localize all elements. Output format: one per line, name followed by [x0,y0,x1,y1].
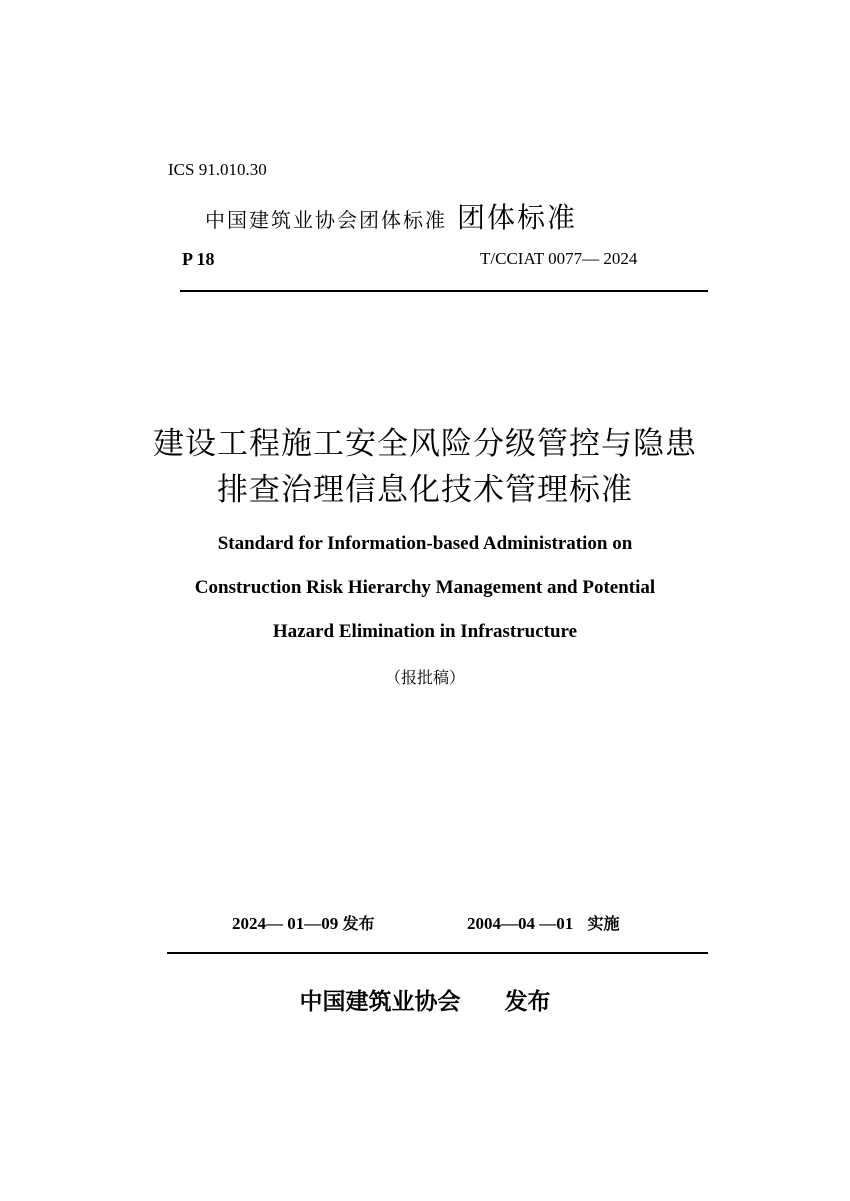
standard-type: 团体标准 [457,201,578,234]
implement-date: 2004—04 —01 [467,914,574,933]
title-en-line-1: Standard for Information-based Administration on [217,533,633,554]
org-header [205,196,577,236]
title-cn-line-2: 排查治理信息化技术管理标准 [217,472,633,508]
classification-code: P 18 [182,249,215,269]
title-en-line-3: Hazard Elimination in Infrastructure [272,621,578,642]
top-divider [180,290,708,292]
publish-label: 发布 [342,914,375,933]
title-en-line-2: Construction Risk Hierarchy Management and Potential [194,577,656,598]
ics-code: ICS 91.010.30 [168,160,267,179]
publisher-line [0,983,850,1016]
draft-note: （报批稿） [384,668,465,687]
publish-date: 2024— 01—09 [232,914,339,933]
publisher-name: 中国建筑业协会 [299,989,461,1015]
publisher-label: 发布 [504,989,551,1015]
org-standard-name: 中国建筑业协会团体标准 [205,208,447,232]
publish-date-block [232,911,375,934]
title-cn-line-1: 建设工程施工安全风险分级管控与隐患 [153,426,697,462]
standard-number: T/CCIAT 0077— 2024 [480,249,638,268]
bottom-divider [167,952,708,954]
implement-date-block [467,911,620,934]
implement-label: 实施 [587,914,620,933]
